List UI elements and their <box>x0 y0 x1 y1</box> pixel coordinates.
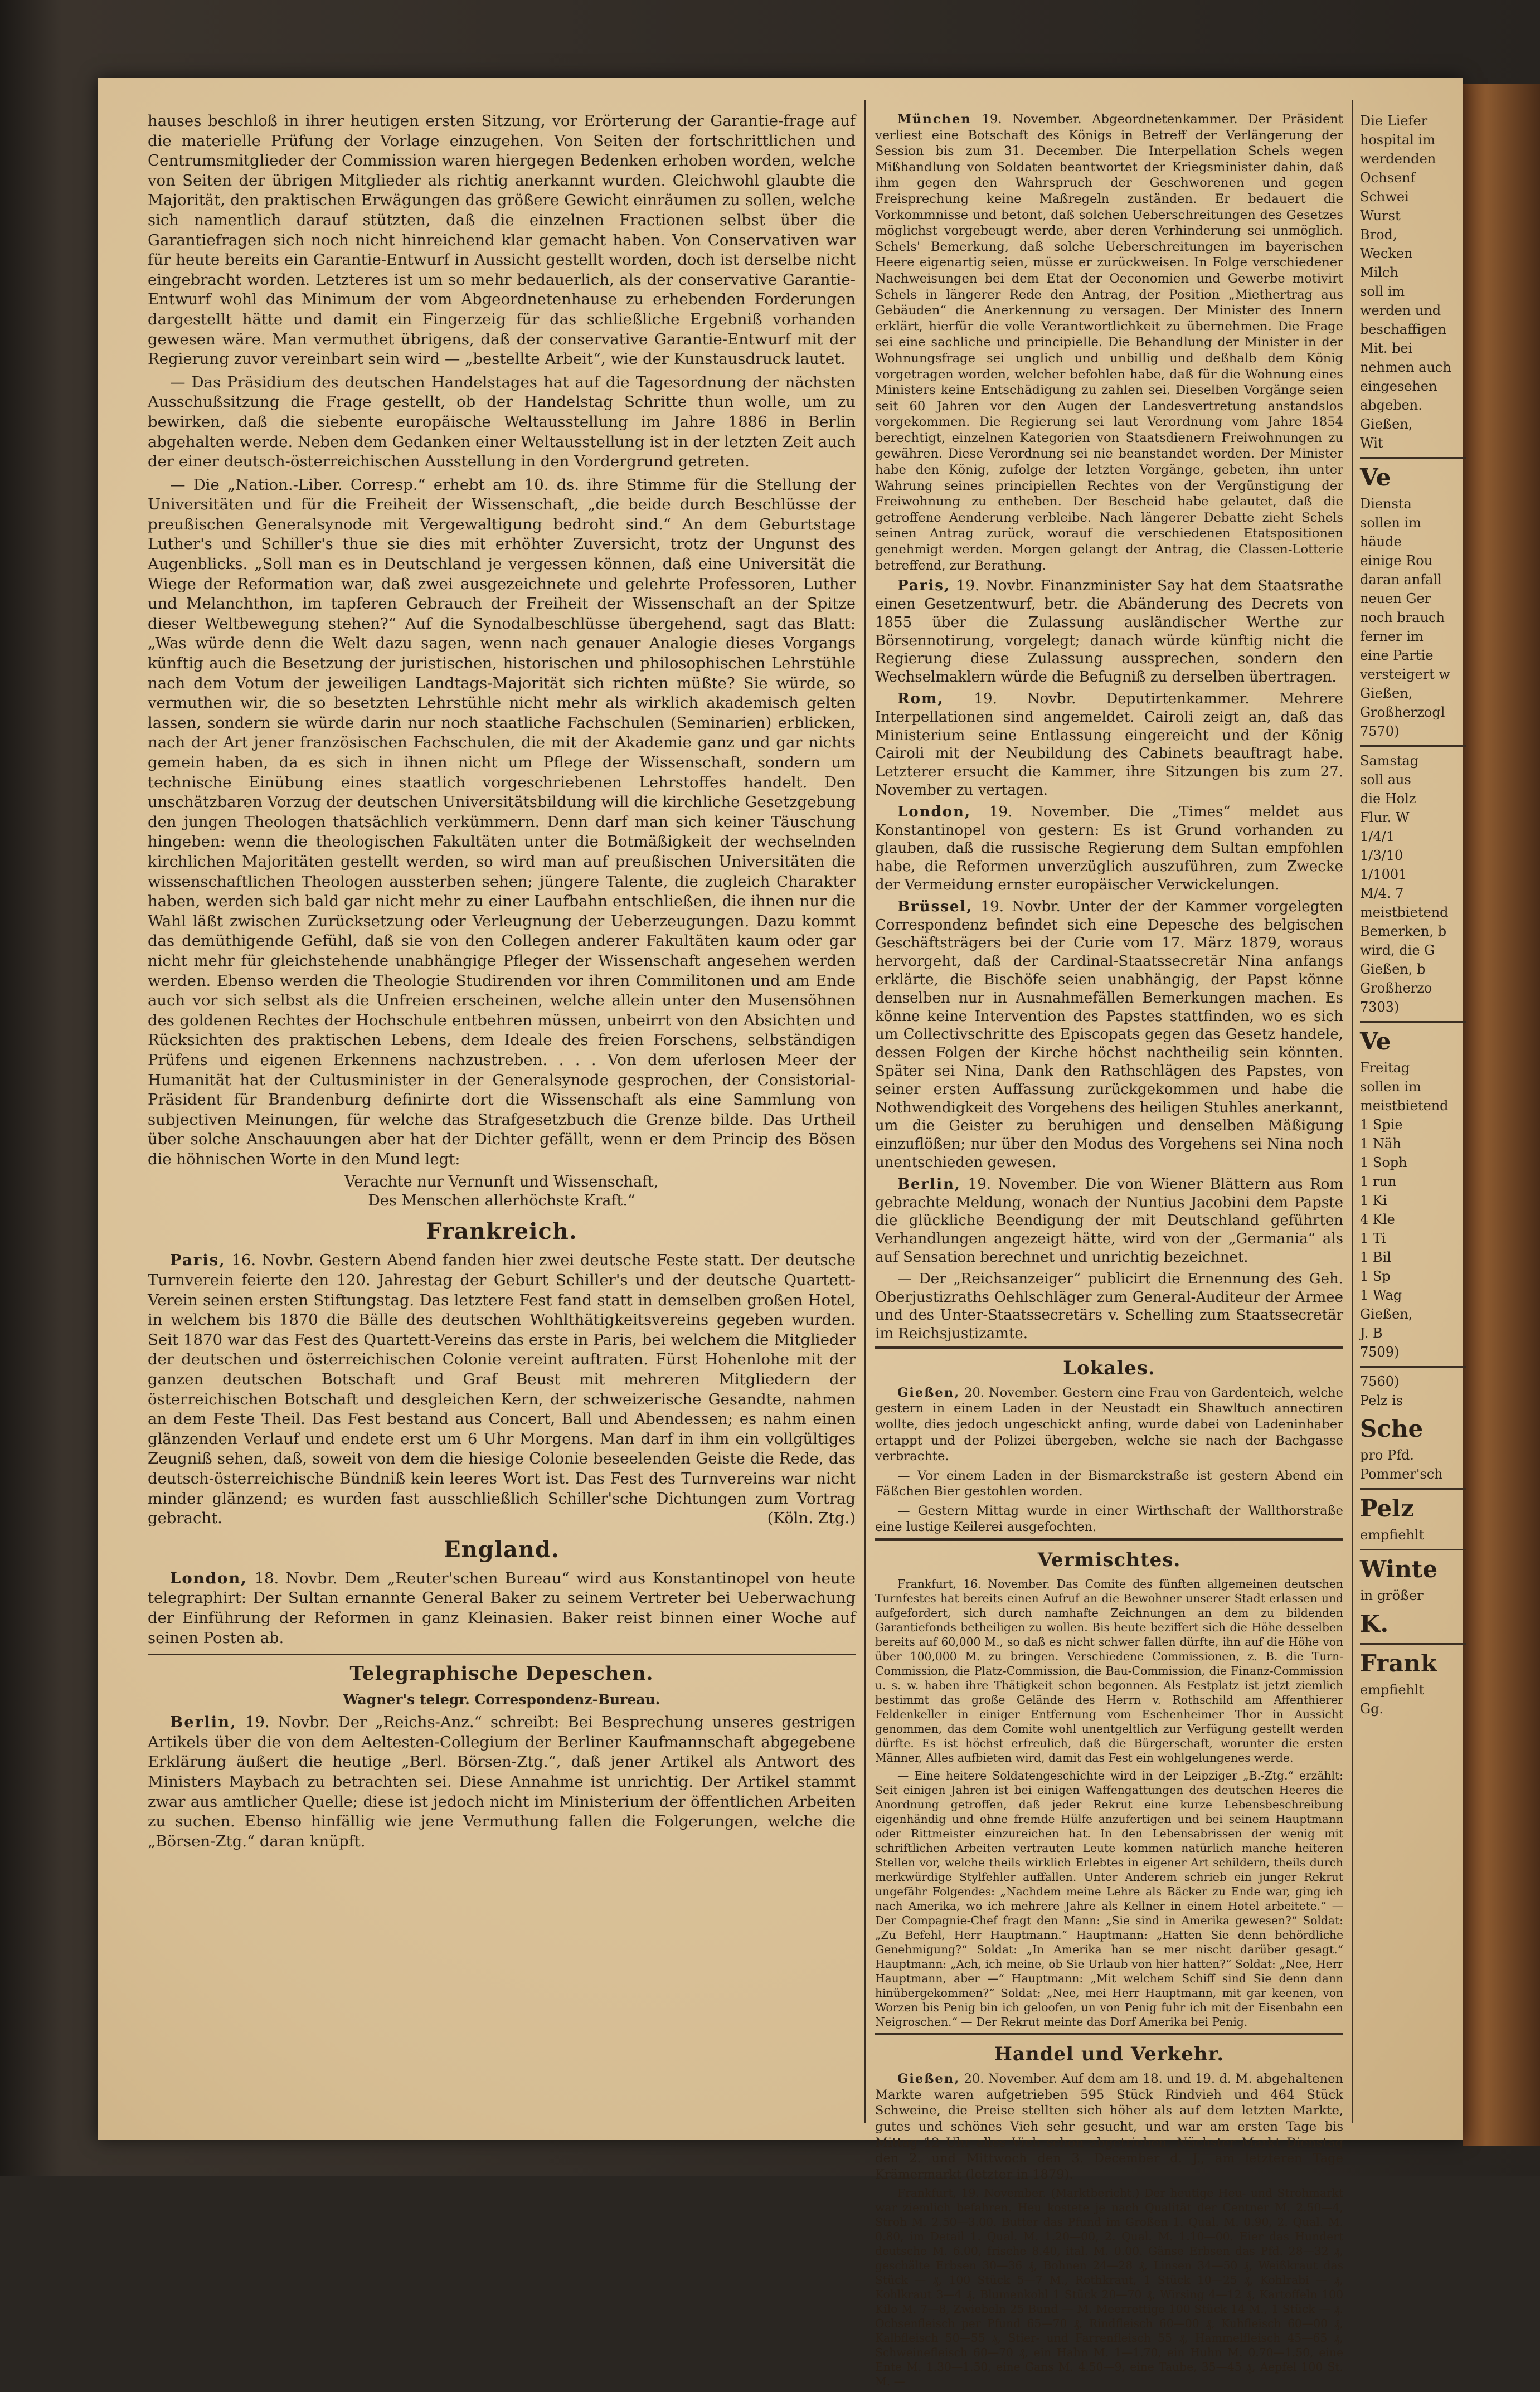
ad-line: hospital im <box>1360 132 1435 148</box>
dateline-city: Brüssel, <box>897 898 973 915</box>
ad-line: 7560) <box>1360 1374 1400 1389</box>
ad-line: versteigert w <box>1360 667 1450 682</box>
ad-line: abgeben. <box>1360 397 1422 413</box>
article-london <box>875 803 1343 894</box>
article-paragraph: — Die „Nation.-Liber. Corresp.“ erhebt am 10. ds. ihre Stimme für die Stellung der Universitäten und für die Freiheit der Wissenschaft, „die beide durch Beschlüsse der preußischen Generalsynode mit Vergewaltigung bedroht sind.“ An dem Geburtstage Luther's und Schiller's thue sie dies mit erhöhter Zuversicht, trotz der Ungunst des Augenblicks. „Soll man es in Deutschland je vergessen können, daß eine Universität die Wiege der Reformation war, daß zwei ausgezeichnete und gelehrte Professoren, Luther und Melanchthon, im tapferen Gebrauch der Freiheit der Wissenschaft an der Spitze dieser Weltbewegung stehen?“ Auf die Synodalbeschlüsse übergehend, sagt das Blatt: „Was würde denn die Welt dazu sagen, wenn nach genauer Analogie dieses Vorgangs künftig auch die Besetzung der juristischen, historischen und philosophischen Lehrstühle nach dem Votum der jeweiligen Landtags-Majorität sich richten müßte? Sie würde, so vermuthen wir, die so besetzten Lehrstühle nicht mehr als wirklich akademisch gelten lassen, sondern sie würde darin nur noch staatliche Fachschulen (Seminarien) erblicken, nach der Art jener französischen Fachschulen, die mit der Akademie ganz und gar nichts gemein haben, da es sich in ihnen nicht um Pflege der Wissenschaft, sondern um technische Einübung eines staatlich vorgeschriebenen Lehrstoffes handelt. Den unschätzbaren Vorzug der deutschen Universitätsbildung will die kirchliche Gesetzgebung den jungen Theologen thatsächlich verkümmern. Denn darf man sich keiner Täuschung hingeben: wenn die theologischen Fakultäten unter die Botmäßigkeit der wechselnden kirchlichen Majoritäten gestellt werden, so wird man auf preußischen Universitäten die wissenschaftlichen Theologen aussterben sehen; jüngere Talente, die zugleich Charakter haben, werden sich bald gar nicht mehr zu einer Laufbahn entschließen, die ihnen nur die Wahl läßt zwischen Zurücksetzung oder Verleugnung der Ueberzeugungen. Dazu kommt das demüthigende Gefühl, daß sie von den Collegen anderer Fakultäten kaum oder gar nicht mehr für gleichstehende unabhängige Pfleger der Wissenschaft angesehen werden werden. Ebenso werden die Theologie Studirenden vor ihren Commilitonen und am Ende auch vor sich selbst als die Unfreien erscheinen, welche allein unter den Musensöhnen des goldenen Rechtes der Hochschule entbehren müssen, unbeirrt von den Absichten und Rücksichten des praktischen Lebens, dem Ideale des freien Forschens, selbständigen Prüfens und eigenen Erkennens nachzustreben. . . . Von dem uferlosen Meer der Humanität hat der Cultusminister in der Generalsynode gesprochen, der Consistorial-Präsident für Brandenburg definirte dort die Wissenschaft als eine Sammlung von subjectiven Meinungen, für welche das Strafgesetzbuch die Grenze bilde. Das Urtheil über solche Anschauungen aber hat der Dichter gefällt, wenn er dem Princip des Bösen die höhnischen Worte in den Mund legt: <box>148 475 856 1168</box>
ad-line: Gießen, b <box>1360 961 1426 977</box>
ad-line: Bemerken, b <box>1360 923 1447 939</box>
divider <box>1360 1643 1466 1645</box>
ad-line: 1 run <box>1360 1174 1397 1189</box>
article-giessen <box>875 1385 1343 1465</box>
ad-line: Milch <box>1360 265 1398 280</box>
ad-line: 1 Sp <box>1360 1268 1391 1284</box>
article-text: 19. November. Die „Times“ meldet aus Konstantinopel von gestern: Es ist Grund vorhanden zu glauben, daß die russische Regierung dem Sultan empfohlen habe, die Reformen unverzüglich auszuführen, zum Zwecke der Vermeidung ernster europäischer Verwickelungen. <box>875 803 1343 893</box>
ad-line: eingesehen <box>1360 378 1437 394</box>
ad-line: einige Rou <box>1360 553 1433 568</box>
ad-line: neuen Ger <box>1360 591 1431 606</box>
ad-line: 1 Wag <box>1360 1287 1402 1303</box>
article-london <box>148 1569 856 1648</box>
article-paragraph: — Der „Reichsanzeiger“ publicirt die Ernennung des Geh. Oberjustizraths Oehlschläger zum General-Auditeur der Armee und des Unter-Staatssecretärs v. Schelling zum Staatssecretär im Reichsjustizamte. <box>875 1270 1343 1343</box>
ad-line: M/4. 7 <box>1360 886 1404 901</box>
divider <box>1360 1488 1466 1490</box>
ad-line: 1 Soph <box>1360 1155 1407 1170</box>
ad-line: eine Partie <box>1360 648 1434 663</box>
ad-line: Brod, <box>1360 227 1397 242</box>
divider <box>1360 1549 1466 1550</box>
ad-fragment <box>1360 751 1466 998</box>
divider <box>875 2033 1343 2035</box>
dateline-city: London, <box>897 803 971 820</box>
article-text: 19. Novbr. Finanzminister Say hat dem Staatsrathe einen Gesetzentwurf, betr. die Abänderung des Decrets von 1855 über die Zulassung ausländischer Werthe zur Börsennotirung, vorgelegt; danach würde künftig nicht die Regierung diese Zulassung aussprechen, sondern den Wechselmaklern würde die Befugniß zu derselben übertragen. <box>875 577 1344 686</box>
ad-heading: Frank <box>1360 1650 1437 1677</box>
ad-line: ferner im <box>1360 629 1424 644</box>
article-paragraph: — Vor einem Laden in der Bismarckstraße ist gestern Abend ein Fäßchen Bier gestohlen worden. <box>875 1468 1343 1499</box>
article-muenchen <box>875 111 1343 573</box>
article-paragraph: — Das Präsidium des deutschen Handelstages hat auf die Tagesordnung der nächsten Ausschußsitzung die Frage gestellt, ob der Handelstag Schritte thun wolle, um zu bewirken, daß die siebente europäische Weltausstellung im Jahre 1886 in Berlin abgehalten werde. Neben dem Gedanken einer Weltausstellung ist in der letzten Zeit auch der einer deutsch-österreichischen Ausstellung in den Vordergrund getreten. <box>148 373 856 471</box>
ad-line: pro Pfd. <box>1360 1447 1414 1463</box>
article-paragraph: Frankfurt, 19. November. (Marktbericht.) Der heutige Heu- und Strohmarkt war ziemlich befahren. Heu kostete je nach Qualität der Centner M. 2.50—4, Stroh M. 2.50—3.00. Butter das Pfund im Großen 1. Qual. M. 0.90, 2. Qual. M. 0.80, im Detail 1. Qual. M. 1.20—00, 2. Qual. M. 1.10—00. Eier das Hundert deutsche M. 6.00, frische 8.40, ital. M. 0.00. Gänse Erbsen das Pfd. 28—32 ₰, geschälte Erbsen 30—36 ₰, Bohnen 24—28 ₰, Linsen 34—50 ₰, Weißkraut das Stück — ₰, 100 Stück 5—7 M., Rothkraut, 1 Stück 10—25 ₰, Kohlrabi — ₰, Kohlkraut 3—4 ₰, Blumenkohl 1 Stück 20—70 ₰, Wirsing 4—12 ₰, Kartoffeln 100 Kilo M. 7—8, Zwiebeln 25 Bund — M. Meerrettige 100 Stück 14 M., 1 Stück — ₰. Ochsenfleisch per Pfund 65—70 ₰, Rindfleisch 60—00 ₰, Kuhfleisch 60—00 ₰, Kalbfleisch 50—55 ₰, Stier- und Farrenfleisch 55 ₰, Hammelfleisch 45—65 ₰, Schweinefleisch 60—70 ₰, ein Hahn M. 1—1.70, ein Huhn M. 0.70—1.50, eine Ente M. 1.30—1.50, eine Gans M. 4.50—9, eine Taube, 35—45 ₰, Aepfel 100 St. M. — <box>875 2186 1343 2389</box>
ad-line: werden und <box>1360 303 1441 318</box>
ad-line: 1 Näh <box>1360 1136 1401 1151</box>
ad-line: 4 Kle <box>1360 1212 1395 1227</box>
ad-line: nehmen auch <box>1360 359 1451 375</box>
ad-line: die Holz <box>1360 791 1416 806</box>
ad-number: 7570) <box>1360 723 1400 739</box>
ad-line: Gießen, <box>1360 416 1413 432</box>
ad-heading: Ve <box>1360 464 1391 491</box>
ad-line: häude <box>1360 534 1402 550</box>
article-text: 19. Novbr. Deputirtenkammer. Mehrere Interpellationen sind angemeldet. Cairoli zeigt an, daß das Ministerium seine Entlassung eingereicht und der König Cairoli mit der Neubildung des Cabinets beauftragt habe. Letzterer ersucht die Kammer, ihre Sitzungen bis zum 27. November zu vertagen. <box>875 691 1343 799</box>
column-rule <box>864 100 866 2123</box>
section-heading-telegraph: Telegraphische Depeschen. <box>349 1662 654 1685</box>
dateline-city: Gießen, <box>897 2072 960 2087</box>
dateline-city: Berlin, <box>170 1713 237 1732</box>
article-berlin <box>875 1175 1343 1267</box>
ad-line: wird, die G <box>1360 942 1435 958</box>
ad-line: soll aus <box>1360 772 1411 787</box>
section-heading-england: England. <box>444 1536 560 1563</box>
ad-line: Freitag <box>1360 1060 1410 1076</box>
poem-line: Des Menschen allerhöchste Kraft.“ <box>368 1192 635 1210</box>
ad-line: empfiehlt <box>1360 1527 1425 1543</box>
ad-line: Mit. bei <box>1360 341 1413 356</box>
poem-line: Verachte nur Vernunft und Wissenschaft, <box>344 1173 659 1191</box>
ad-line: meistbietend <box>1360 1098 1449 1114</box>
ad-line: meistbietend <box>1360 905 1449 920</box>
article-text: 19. Novbr. Der „Reichs-Anz.“ schreibt: Bei Besprechung unseres gestrigen Artikels über die von dem Aeltesten-Collegium der Berliner Kaufmannschaft abgegebene Erklärung äußert die heutige „Berl. Börsen-Ztg.“, daß jener Artikel als Antwort des Ministers Maybach zu betrachten sei. Diese Annahme ist unrichtig. Der Artikel stammt zwar aus amtlicher Quelle; diese ist jedoch nicht im Ministerium der öffentlichen Arbeiten zu suchen. Ebenso hinfällig wie jene Vermuthung fallen die Folgerungen, welche die „Börsen-Ztg.“ daran knüpft. <box>148 1713 856 1850</box>
ad-line: werdenden <box>1360 151 1436 167</box>
divider <box>148 1654 856 1655</box>
ad-line: J. B <box>1360 1325 1383 1341</box>
ad-line: Gießen, <box>1360 685 1413 701</box>
ad-line: sollen im <box>1360 515 1421 531</box>
section-heading-vermischtes: Vermischtes. <box>1037 1549 1181 1572</box>
divider <box>875 1538 1343 1541</box>
ad-line: 1/4/1 <box>1360 829 1395 844</box>
source-note: (Köln. Ztg.) <box>767 1509 856 1528</box>
ad-line: Wit <box>1360 435 1383 451</box>
dateline-city: London, <box>170 1569 247 1587</box>
ad-line: beschaffigen <box>1360 322 1446 337</box>
ad-number: 7303) <box>1360 999 1400 1015</box>
ad-line: Wurst <box>1360 208 1401 223</box>
ad-heading: Ve <box>1360 1028 1391 1055</box>
ad-line: Gg. <box>1360 1701 1384 1717</box>
section-heading-handel: Handel und Verkehr. <box>994 2043 1225 2066</box>
ad-fragment <box>1360 1058 1466 1343</box>
ad-line: Flur. W <box>1360 810 1410 825</box>
ad-fragment <box>1360 1680 1466 1718</box>
dateline-city: München <box>897 112 971 127</box>
ad-line: daran anfall <box>1360 572 1442 587</box>
article-text: 19. November. Die von Wiener Blättern aus Rom gebrachte Meldung, wonach der Nuntius Jacobini dem Papste die glückliche Beendigung der mit Deutschland geführten Verhandlungen angezeigt hätte, wird von der „Germania“ als auf Sensation berechnet und unrichtig bezeichnet. <box>875 1175 1344 1266</box>
article-paris <box>875 577 1343 687</box>
ad-line: 1/1001 <box>1360 867 1407 882</box>
ad-line: Großherzogl <box>1360 704 1445 720</box>
article-paragraph: hauses beschloß in ihrer heutigen ersten Sitzung, vor Erörterung der Garantie-frage auf die materielle Prüfung der Vorlage einzugehen. Von Seiten der fortschrittlichen und Centrumsmitglieder der Commission waren hiergegen Bedenken erhoben worden, welche von Seiten der übrigen Mitglieder als richtig anerkannt wurden. Gleichwohl glaubte die Majorität, den praktischen Erwägungen das größere Gewicht einräumen zu sollen, welche sich namentlich darauf stützten, daß die einzelnen Fractionen selbst über die Garantiefragen sich noch nicht hinreichend klar gemacht haben. Von Conservativen war für heute bereits ein Garantie-Entwurf in Aussicht gestellt worden, doch ist derselbe nicht eingebracht worden. Letzteres ist um so mehr bedauerlich, als der conservative Garantie-Entwurf wohl das Minimum der vom Abgeordnetenhause zu erhebenden Forderungen dargestellt hätte und damit ein Fingerzeig für das schließliche Ergebniß vorhanden gewesen wäre. Man vermuthet übrigens, daß der conservative Garantie-Entwurf mit der Regierung zuvor vereinbart sein wird — „bestellte Arbeit“, wie der Kunstausdruck lautet. <box>148 112 856 368</box>
ad-line: 1/3/10 <box>1360 848 1403 863</box>
ad-line: Großherzo <box>1360 980 1432 996</box>
ad-line: soll im <box>1360 284 1405 299</box>
column-left <box>148 111 856 1855</box>
article-text: 16. Novbr. Gestern Abend fanden hier zwei deutsche Feste statt. Der deutsche Turnverein feierte den 120. Jahrestag der Geburt Schiller's und der deutsche Quartett-Verein seinen ersten Stiftungstag. Das letztere Fest fand statt in demselben großen Hotel, in welchem bis 1870 die Bälle des deutschen Wohlthätigkeitsvereins gegeben wurden. Seit 1870 war das Fest des Quartett-Vereins das erste in Paris, bei welchem die Mitglieder der deutschen und österreichischen Colonie vereint auftraten. Fürst Hohenlohe mit der ganzen deutschen Botschaft und Graf Beust mit mehreren Mitgliedern der österreichischen Botschaft und desgleichen Kern, der schweizerische Gesandte, nahmen an dem Feste Theil. Das Fest bestand aus Concert, Ball und Abendessen; es nahm einen glänzenden Verlauf und endete erst um 6 Uhr Morgens. Man darf in ihm ein vollgültiges Zeugniß sehen, daß, soweit von dem die hiesige Colonie beseelenden Geiste die Rede, das deutsch-österreichische Bündniß kein leeres Wort ist. Das Fest des Turnvereins war nicht minder glänzend; es wurden fast ausschließlich Schiller'sche Dichtungen zum Vortrag gebracht. <box>148 1251 856 1528</box>
dateline-city: Paris, <box>897 577 950 595</box>
ad-heading: Pelz <box>1360 1495 1414 1522</box>
ad-heading: Sche <box>1360 1415 1424 1442</box>
article-bruessel <box>875 898 1343 1172</box>
ad-line: sollen im <box>1360 1079 1421 1095</box>
ad-heading: Winte <box>1360 1555 1438 1583</box>
section-heading-lokales: Lokales. <box>1063 1357 1155 1379</box>
ad-fragment <box>1360 111 1466 453</box>
dateline-city: Paris, <box>170 1251 226 1270</box>
article-rom <box>875 690 1343 800</box>
article-text: 19. November. Abgeordnetenkammer. Der Präsident verliest eine Botschaft des Königs in Betreff der Verlängerung der Session bis zum 31. December. Die Interpellation Schels wegen Mißhandlung von Soldaten beantwortet der Kriegsminister dahin, daß ihm gegen den Wahrspruch der Geschworenen und gegen Freisprechung keine Maßregeln zuständen. Er bedauert die Vorkommnisse und betont, daß solchen Ueberschreitungen des Gesetzes möglichst vorgebeugt werde, aber deren Verhinderung sei unmöglich. Schels' Bemerkung, daß solche Ueberschreitungen im bayerischen Heere eigenartig seien, müsse er zurückweisen. In Folge verschiedener Nachweisungen bei dem Etat der Oeconomien und Gewerbe motivirt Schels in längerer Rede den Antrag, der Position „Miethertrag aus Gebäuden“ die Anerkennung zu versagen. Der Minister des Innern erklärt, hierfür die volle Verantwortlichkeit zu übernehmen. Die Frage sei eine sachliche und principielle. Die Behandlung der Minister in der Wohnungsfrage sei unglich und unbillig und deßhalb dem König vorgetragen worden, welcher befohlen habe, daß für die Wohnung eines Ministers keine Entschädigung zu zahlen sei. Dieselben Vorgänge seien seit 60 Jahren vor den Augen der Landesvertretung anstandslos vorgekommen. Die Regierung sei laut Verordnung vom Jahre 1854 berechtigt, einzelnen Kategorien von Staatsdienern Freiwohnungen zu gewähren. Diese Verordnung sei nie beanstandet worden. Der Minister habe den König, zufolge der letzten Vorgänge, gebeten, ihn unter Wahrung seines principiellen Rechtes von der Vergünstigung der Freiwohnung zu entheben. Der Bescheid habe gelautet, daß die getroffene Aenderung verbleibe. Nach längerer Debatte zieht Schels seinen Antrag zurück, worauf die verschiedenen Etatspositionen genehmigt werden. Morgen gelangt der Antrag, die Classen-Lotterie betreffend, zur Berathung. <box>875 112 1343 573</box>
article-paragraph: — Eine heitere Soldatengeschichte wird in der Leipziger „B.-Ztg.“ erzählt: Seit einigen Jahren ist bei einigen Waffengattungen des deutschen Heeres die Anordnung getroffen, daß jeder Rekrut eine kurze Lebensbeschreibung eigenhändig und ohne fremde Hülfe anzufertigen und bei seinem Hauptmann oder Rittmeister einzureichen hat. In den Lebensabrissen der wenig mit schriftlichen Arbeiten vertrauten Leute kommen natürlich manche heiteren Stellen vor, welche theils wirklich Erlebtes in eigener Art schildern, theils durch merkwürdige Stylfehler auffallen. Unter Anderem schrieb ein junger Rekrut ungefähr Folgendes: „Nachdem meine Lehre als Bäcker zu Ende war, ging ich nach Amerika, wo ich mehrere Jahre als Kellner in einem Hotel arbeitete.“ — Der Compagnie-Chef fragt den Mann: „Sie sind in Amerika gewesen?“ Soldat: „Zu Befehl, Herr Hauptmann.“ Hauptmann: „Hatten Sie denn behördliche Genehmigung?“ Soldat: „In Amerika han se mer nischt darüber gesagt.“ Hauptmann: „Ach, ich meine, ob Sie Urlaub von hier hatten?“ Soldat: „Nee, Herr Hauptmann, aber —“ Hauptmann: „Mit welchem Schiff sind Sie denn dann hinübergekommen?“ Soldat: „Nee, mei Herr Hauptmann, mit gar keenen, von Worzen bis Penig bin ich geloofen, un von Penig fuhr ich mit der Eisenbahn een Neigroschen.“ — Der Rekrut meinte das Dorf Amerika bei Penig. <box>875 1769 1343 2029</box>
article-text: 20. November. Gestern eine Frau von Gardenteich, welche gestern in einem Laden in der Neustadt ein Shawltuch annectiren wollte, dies jedoch ungeschickt anfing, wurde dabei von Ladeninhaber ertappt und der Polizei übergeben, welche sie nach der Bachgasse verbrachte. <box>875 1385 1343 1464</box>
ad-line: Diensta <box>1360 496 1412 512</box>
dateline-city: Rom, <box>897 691 944 707</box>
ad-line: Ochsenf <box>1360 170 1416 186</box>
ad-line: 1 Bil <box>1360 1250 1391 1265</box>
newspaper-page <box>98 78 1463 2389</box>
ad-line: Samstag <box>1360 753 1419 769</box>
ad-line: Schwei <box>1360 189 1409 205</box>
article-paragraph: — Gestern Mittag wurde in einer Wirthschaft der Wallthorstraße eine lustige Keilerei ausgefochten. <box>875 1504 1343 1534</box>
ad-line: Wecken <box>1360 246 1413 261</box>
divider <box>1360 1021 1466 1023</box>
ad-fragment <box>1360 1372 1466 1410</box>
ad-fragment <box>1360 1446 1466 1484</box>
ad-fragment <box>1360 1525 1466 1544</box>
article-text: 19. Novbr. Unter der der Kammer vorgelegten Correspondenz befindet sich eine Depesche des belgischen Geschäftsträgers bei der Curie vom 17. März 1879, woraus hervorgeht, daß der Cardinal-Staatssecretär Nina anfangs erklärte, die Bischöfe seien unabhängig, der Papst könne denselben nur in Ausnahmefällen Bemerkungen machen. Es könne keine Intervention des Papstes stattfinden, wo es sich um Collectivschritte des Episcopats gegen das Gesetz handele, dessen Folgen der Kirche höchst nachtheilig sein könnten. Später sei Nina, Dank den Rathschlägen des Papstes, von seiner ersten Auffassung zurückgekommen und habe die Nothwendigkeit des Vorgehens des heiligen Stuhles anerkannt, um die Geister zu beruhigen und denselben Mäßigung einzuflößen; nur über den Modus des Vorgehens sei Nina noch unentschieden gewesen. <box>875 898 1344 1171</box>
column-rule <box>1352 100 1353 2123</box>
divider <box>1360 457 1466 459</box>
ad-number: 7509) <box>1360 1344 1400 1360</box>
ad-heading: K. <box>1360 1610 1389 1637</box>
ad-line: in größer <box>1360 1588 1424 1603</box>
divider <box>1360 745 1466 747</box>
ad-line: 1 Ki <box>1360 1193 1387 1208</box>
dateline-city: Gießen, <box>897 1385 960 1400</box>
ad-line: Gießen, <box>1360 1306 1413 1322</box>
article-paragraph: Frankfurt, 16. November. Das Comite des fünften allgemeinen deutschen Turnfestes hat bereits einen Aufruf an die Bewohner unserer Stadt erlassen und aufgefordert, sich durch namhafte Zeichnungen an dem zu bildenden Garantiefonds betheiligen zu wollen. Bis heute beziffert sich die Höhe desselben bereits auf 60,000 M., so daß es nicht schwer fallen dürfte, ihn auf die Höhe von über 100,000 M. zu bringen. Verschiedene Commissionen, z. B. die Turn-Commission, die Platz-Commission, die Bau-Commission, die Finanz-Commission u. s. w. haben ihre Thätigkeit schon begonnen. Als Festplatz ist jetzt ziemlich bestimmt das große Gelände des Herrn v. Rothschild am Affenthierer Feldenkeller in einiger Entfernung vom Eschenheimer Thor in Aussicht genommen, das dem Comite wohl unentgeltlich zur Verfügung gestellt werden dürfte. Es ist höchst erfreulich, daß die Bürgerschaft, worunter die ersten Männer, Alles aufbieten wird, damit das Fest ein wohlgelungenes werde. <box>875 1577 1343 1765</box>
ad-line: 1 Ti <box>1360 1231 1386 1246</box>
divider <box>875 1346 1343 1349</box>
ad-line: Pelz is <box>1360 1393 1403 1408</box>
ad-line: Pommer'sch <box>1360 1466 1443 1482</box>
ad-line: empfiehlt <box>1360 1682 1425 1698</box>
column-middle <box>875 111 1343 2392</box>
ad-fragment <box>1360 494 1466 722</box>
article-text: 18. Novbr. Dem „Reuter'schen Bureau“ wird aus Konstantinopel von heute telegraphirt: Der Sultan ernannte General Baker zu seinem Vertreter bei Ueberwachung der Einführung der Reformen in ganz Kleinasien. Baker reist binnen einer Woche auf seinen Posten ab. <box>148 1569 856 1647</box>
ad-line: Die Liefer <box>1360 113 1428 129</box>
article-paris <box>148 1251 856 1528</box>
section-subheading: Wagner's telegr. Correspondenz-Bureau. <box>343 1691 660 1708</box>
article-giessen-markt <box>875 2071 1343 2182</box>
book-edge <box>1463 84 1540 2146</box>
ad-line: noch brauch <box>1360 610 1445 625</box>
dateline-city: Berlin, <box>897 1175 961 1193</box>
ad-fragment <box>1360 1586 1466 1605</box>
ad-line: 1 Spie <box>1360 1117 1403 1132</box>
article-berlin <box>148 1713 856 1851</box>
divider <box>1360 1366 1466 1368</box>
column-right-cutoff <box>1360 111 1466 1718</box>
section-heading-frankreich: Frankreich. <box>426 1218 577 1245</box>
article-text: 20. November. Auf dem am 18. und 19. d. M. abgehaltenen Markte waren aufgetrieben 595 Stück Rindvieh und 464 Stück Schweine, die Preise stellten sich höher als auf dem letzten Markte, gutes und schönes Vieh sehr gesucht, und war am ersten Tage bis Mittag 12 Uhr alles Vieh schon abgetrieben. Nächster Markt Dienstag den 2. und Mittwoch den 3. December d. J., am letzteren Tage Krämermarkt (letzter in 1879). <box>875 2072 1344 2182</box>
